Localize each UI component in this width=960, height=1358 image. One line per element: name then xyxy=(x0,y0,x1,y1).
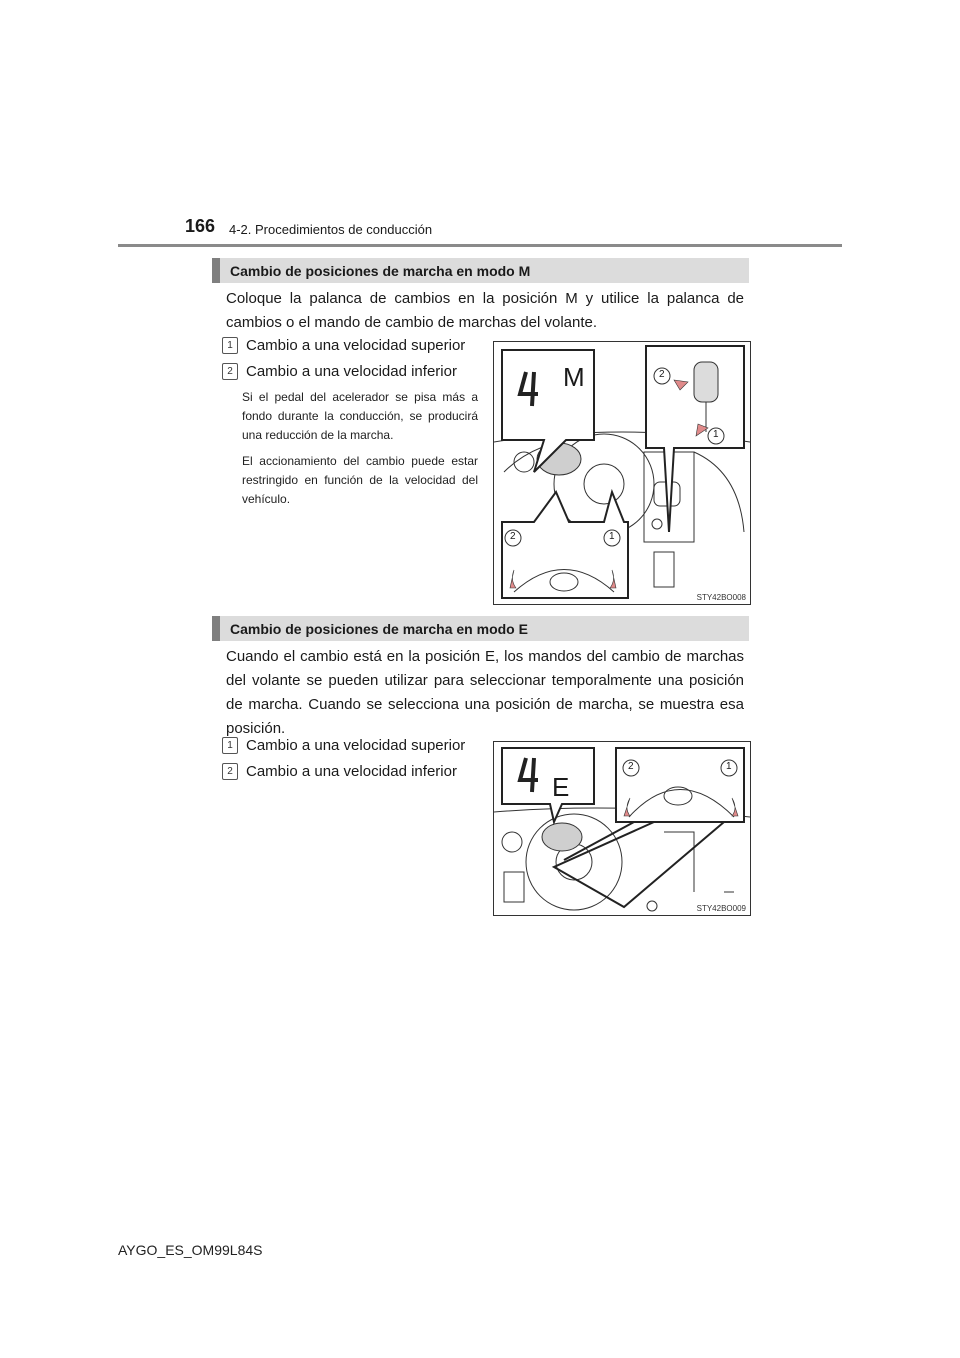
figure-id: STY42BO008 xyxy=(696,593,746,602)
callout-2: 2 xyxy=(659,369,665,380)
section-e-intro: Cuando el cambio está en la posición E, los mandos del cambio de marchas del volante se pueden utilizar para seleccionar temporalmente una posición de marcha. Cuando se selecciona una posición de marcha, se muestra esa posición. xyxy=(226,648,744,737)
dashboard-illustration-e xyxy=(494,742,750,915)
callout-1: 1 xyxy=(609,531,615,542)
item-text: Cambio a una velocidad inferior xyxy=(246,763,457,780)
note-speed-restriction: El accionamiento del cambio puede estar restringido en función de la velocidad del vehículo. xyxy=(242,454,478,506)
figure-mode-e xyxy=(493,741,751,916)
callout-1: 1 xyxy=(713,429,719,440)
callout-1: 1 xyxy=(726,761,732,772)
callout-2: 2 xyxy=(628,761,634,772)
section-heading: 4-2. Procedimientos de conducción xyxy=(229,222,433,237)
figure-id: STY42BO009 xyxy=(696,904,746,913)
callout-number-2: 2 xyxy=(222,363,238,380)
dashboard-illustration-m xyxy=(494,342,750,604)
mode-letter: E xyxy=(552,772,570,802)
section-m-title: Cambio de posiciones de marcha en modo M xyxy=(230,263,531,279)
figure-mode-m xyxy=(493,341,751,605)
callout-2: 2 xyxy=(510,531,516,542)
header-divider xyxy=(118,244,842,247)
page-number: 166 xyxy=(185,216,216,236)
callout-number-1: 1 xyxy=(222,737,238,754)
section-m-item-1 xyxy=(222,337,465,354)
document-code: AYGO_ES_OM99L84S xyxy=(118,1242,263,1258)
callout-number-2: 2 xyxy=(222,763,238,780)
section-m-intro: Coloque la palanca de cambios en la posición M y utilice la palanca de cambios o el mando de cambio de marchas del volante. xyxy=(226,290,744,331)
item-text: Cambio a una velocidad superior xyxy=(246,337,466,354)
section-e-title-bar xyxy=(212,616,749,641)
callout-number-1: 1 xyxy=(222,337,238,354)
item-text: Cambio a una velocidad superior xyxy=(246,737,466,754)
section-m-title-bar xyxy=(212,258,749,283)
section-m-item-2 xyxy=(222,363,457,380)
section-e-item-2 xyxy=(222,763,457,780)
section-e-item-1 xyxy=(222,737,465,754)
item-text: Cambio a una velocidad inferior xyxy=(246,363,457,380)
mode-letter: M xyxy=(563,362,585,392)
section-e-title: Cambio de posiciones de marcha en modo E xyxy=(230,621,528,637)
note-acceleration: Si el pedal del acelerador se pisa más a fondo durante la conducción, se producirá una reducción de la marcha. xyxy=(242,390,478,442)
